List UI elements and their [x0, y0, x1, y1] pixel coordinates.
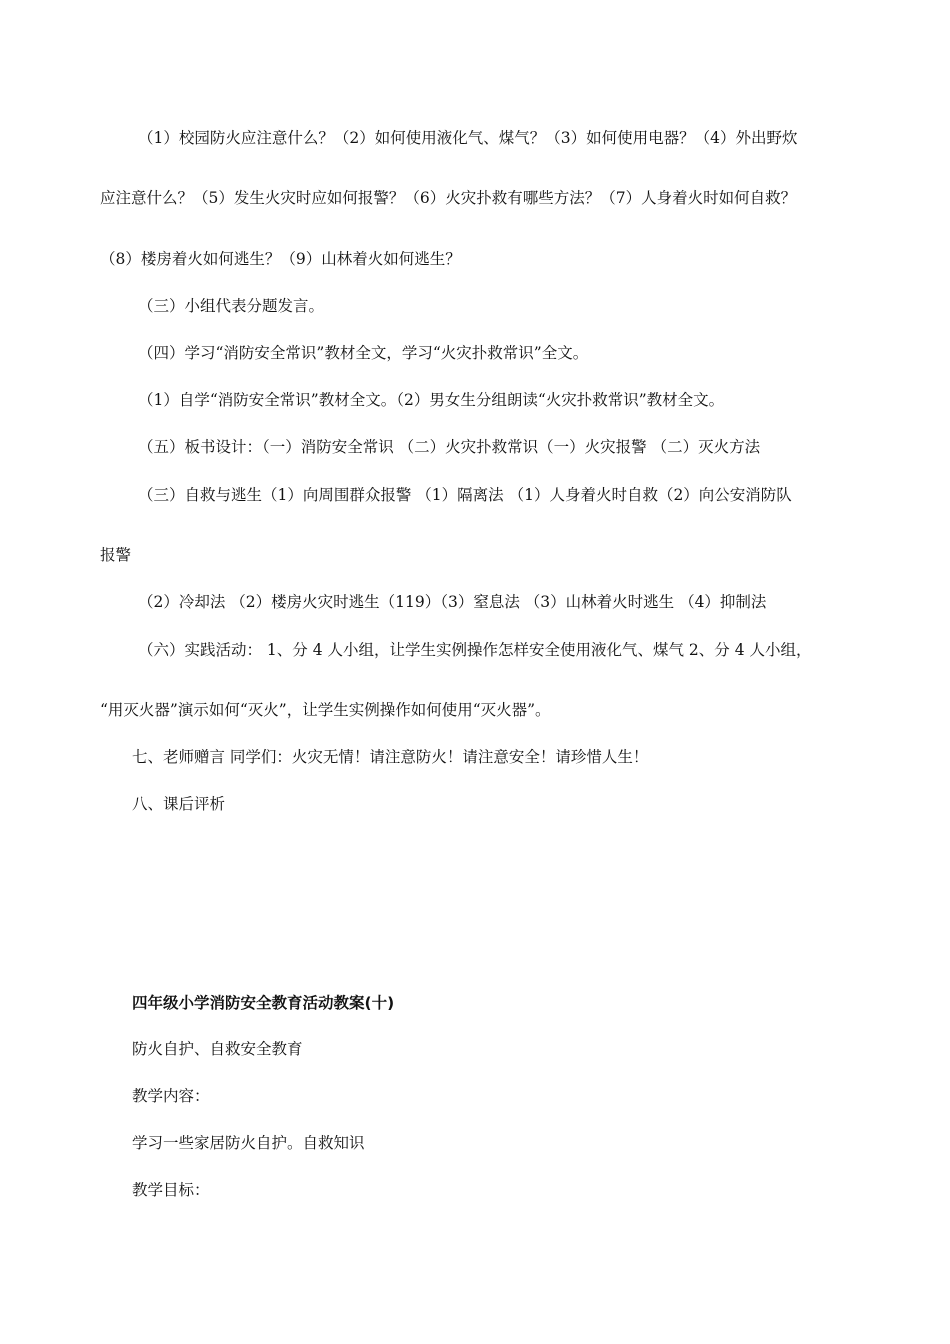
paragraph-line-13: 七、老师赠言 同学们：火灾无情！请注意防火！请注意安全！请珍惜人生！ — [132, 748, 649, 766]
paragraph-line-9: 报警 — [100, 546, 132, 564]
paragraph-line-6: （1）自学“消防安全常识”教材全文。（2）男女生分组朗读“火灾扑救常识”教材全文。 — [138, 391, 725, 409]
section-line-4: 教学目标： — [132, 1181, 210, 1199]
paragraph-line-10: （2）冷却法 （2）楼房火灾时逃生（119）（3）窒息法 （3）山林着火时逃生 （4）抑制法 — [138, 593, 767, 611]
section-line-3: 学习一些家居防火自护。自救知识 — [132, 1134, 365, 1152]
paragraph-line-1: （1）校园防火应注意什么？（2）如何使用液化气、煤气？（3）如何使用电器？（4）外出野炊 — [138, 129, 798, 147]
paragraph-line-7: （五）板书设计：（一）消防安全常识 （二）火灾扑救常识（一）火灾报警 （二）灭火方法 — [138, 438, 761, 456]
section-title: 四年级小学消防安全教育活动教案(十) — [132, 994, 395, 1012]
paragraph-line-11: （六）实践活动： 1、分 4 人小组，让学生实例操作怎样安全使用液化气、煤气 2、分 4 人小组， — [138, 641, 812, 659]
section-line-2: 教学内容： — [132, 1087, 210, 1105]
paragraph-line-12: “用灭火器”演示如何“灭火”，让学生实例操作如何使用“灭火器”。 — [100, 701, 551, 719]
paragraph-line-5: （四）学习“消防安全常识”教材全文，学习“火灾扑救常识”全文。 — [138, 344, 589, 362]
section-line-1: 防火自护、自救安全教育 — [132, 1040, 303, 1058]
paragraph-line-2: 应注意什么？（5）发生火灾时应如何报警？（6）火灾扑救有哪些方法？（7）人身着火时如何自救？ — [100, 189, 797, 207]
paragraph-line-4: （三）小组代表分题发言。 — [138, 297, 325, 315]
paragraph-line-8: （三）自救与逃生（1）向周围群众报警 （1）隔离法 （1）人身着火时自救（2）向公安消防队 — [138, 486, 792, 504]
paragraph-line-3: （8）楼房着火如何逃生？（9）山林着火如何逃生？ — [100, 250, 461, 268]
paragraph-line-14: 八、课后评析 — [132, 795, 226, 813]
